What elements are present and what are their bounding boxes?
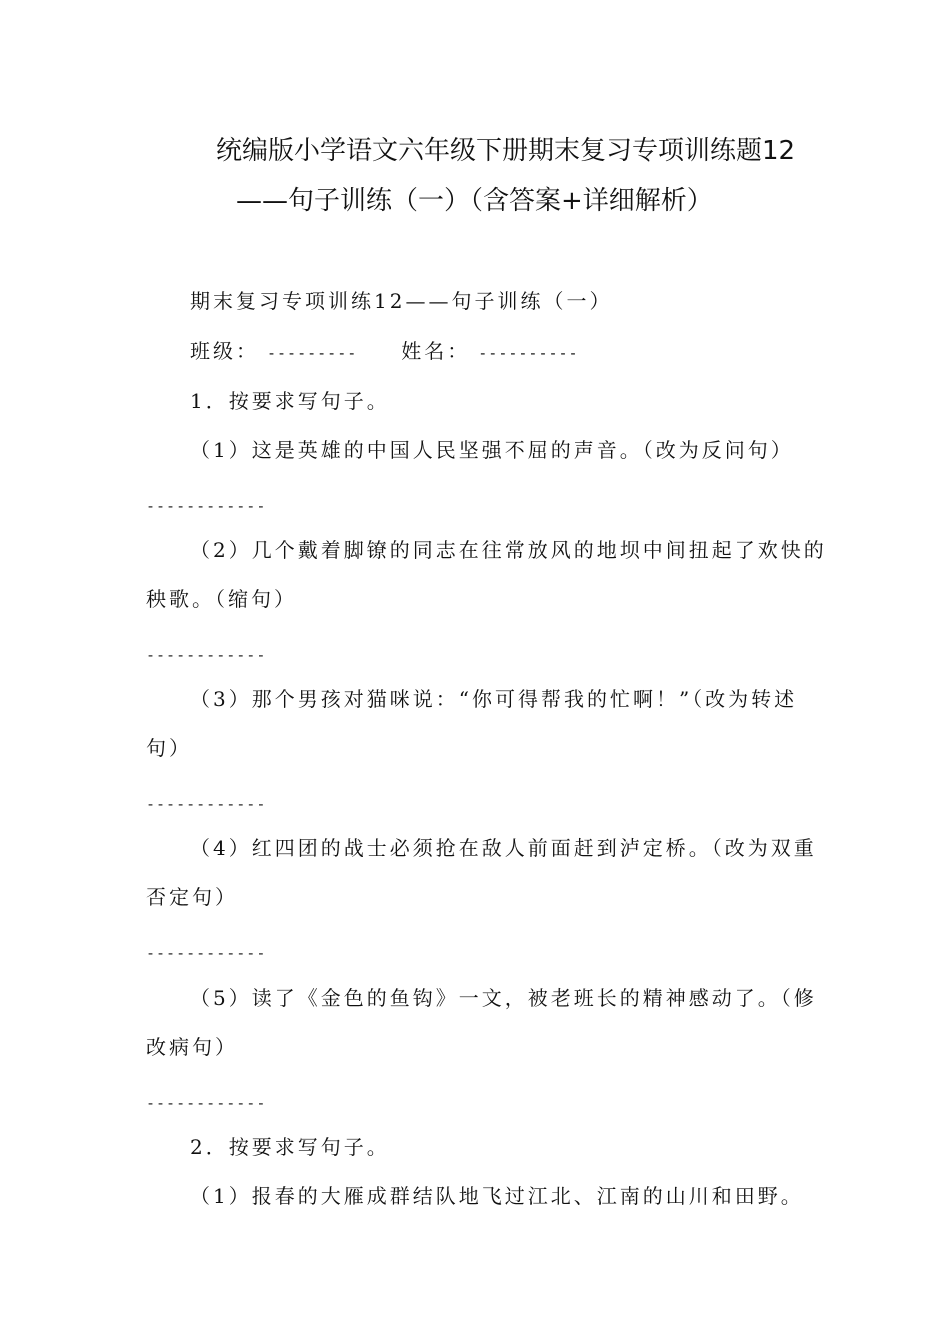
class-label: 班级： (190, 339, 259, 363)
answer-blank-4: ------------ (146, 944, 267, 962)
question-1-item-5-cont: 改病句） (146, 1035, 238, 1059)
document-title-line1: 统编版小学语文六年级下册期末复习专项训练题12 (216, 136, 796, 166)
question-1-item-4: （4）红四团的战士必须抢在敌人前面赶到泸定桥。（改为双重 (190, 836, 817, 860)
question-1-item-2-cont: 秧歌。（缩句） (146, 587, 297, 611)
answer-blank-1: ------------ (146, 497, 267, 515)
answer-blank-3: ------------ (146, 795, 267, 813)
question-1-item-2: （2）几个戴着脚镣的同志在往常放风的地坝中间扭起了欢快的 (190, 538, 827, 562)
class-blank: --------- (267, 344, 358, 362)
question-1-item-3: （3）那个男孩对猫咪说：“你可得帮我的忙啊！”（改为转述 (190, 687, 798, 711)
question-1-item-1: （1）这是英雄的中国人民坚强不屈的声音。（改为反问句） (190, 438, 794, 462)
student-info-row (190, 338, 579, 366)
name-label: 姓名： (401, 339, 471, 363)
document-title-line2: ——句子训练（一）（含答案+详细解析） (236, 186, 713, 216)
name-blank: ---------- (478, 344, 579, 362)
question-1-heading: 1．按要求写句子。 (190, 389, 390, 413)
question-2-heading: 2．按要求写句子。 (190, 1135, 390, 1159)
question-1-item-3-cont: 句） (146, 736, 192, 760)
question-1-item-5: （5）读了《金色的鱼钩》一文，被老班长的精神感动了。（修 (190, 986, 817, 1010)
question-2-item-1: （1）报春的大雁成群结队地飞过江北、江南的山川和田野。 (190, 1184, 804, 1208)
worksheet-subtitle: 期末复习专项训练12——句子训练（一） (190, 289, 613, 313)
question-1-item-4-cont: 否定句） (146, 885, 238, 909)
answer-blank-5: ------------ (146, 1094, 267, 1112)
answer-blank-2: ------------ (146, 646, 267, 664)
